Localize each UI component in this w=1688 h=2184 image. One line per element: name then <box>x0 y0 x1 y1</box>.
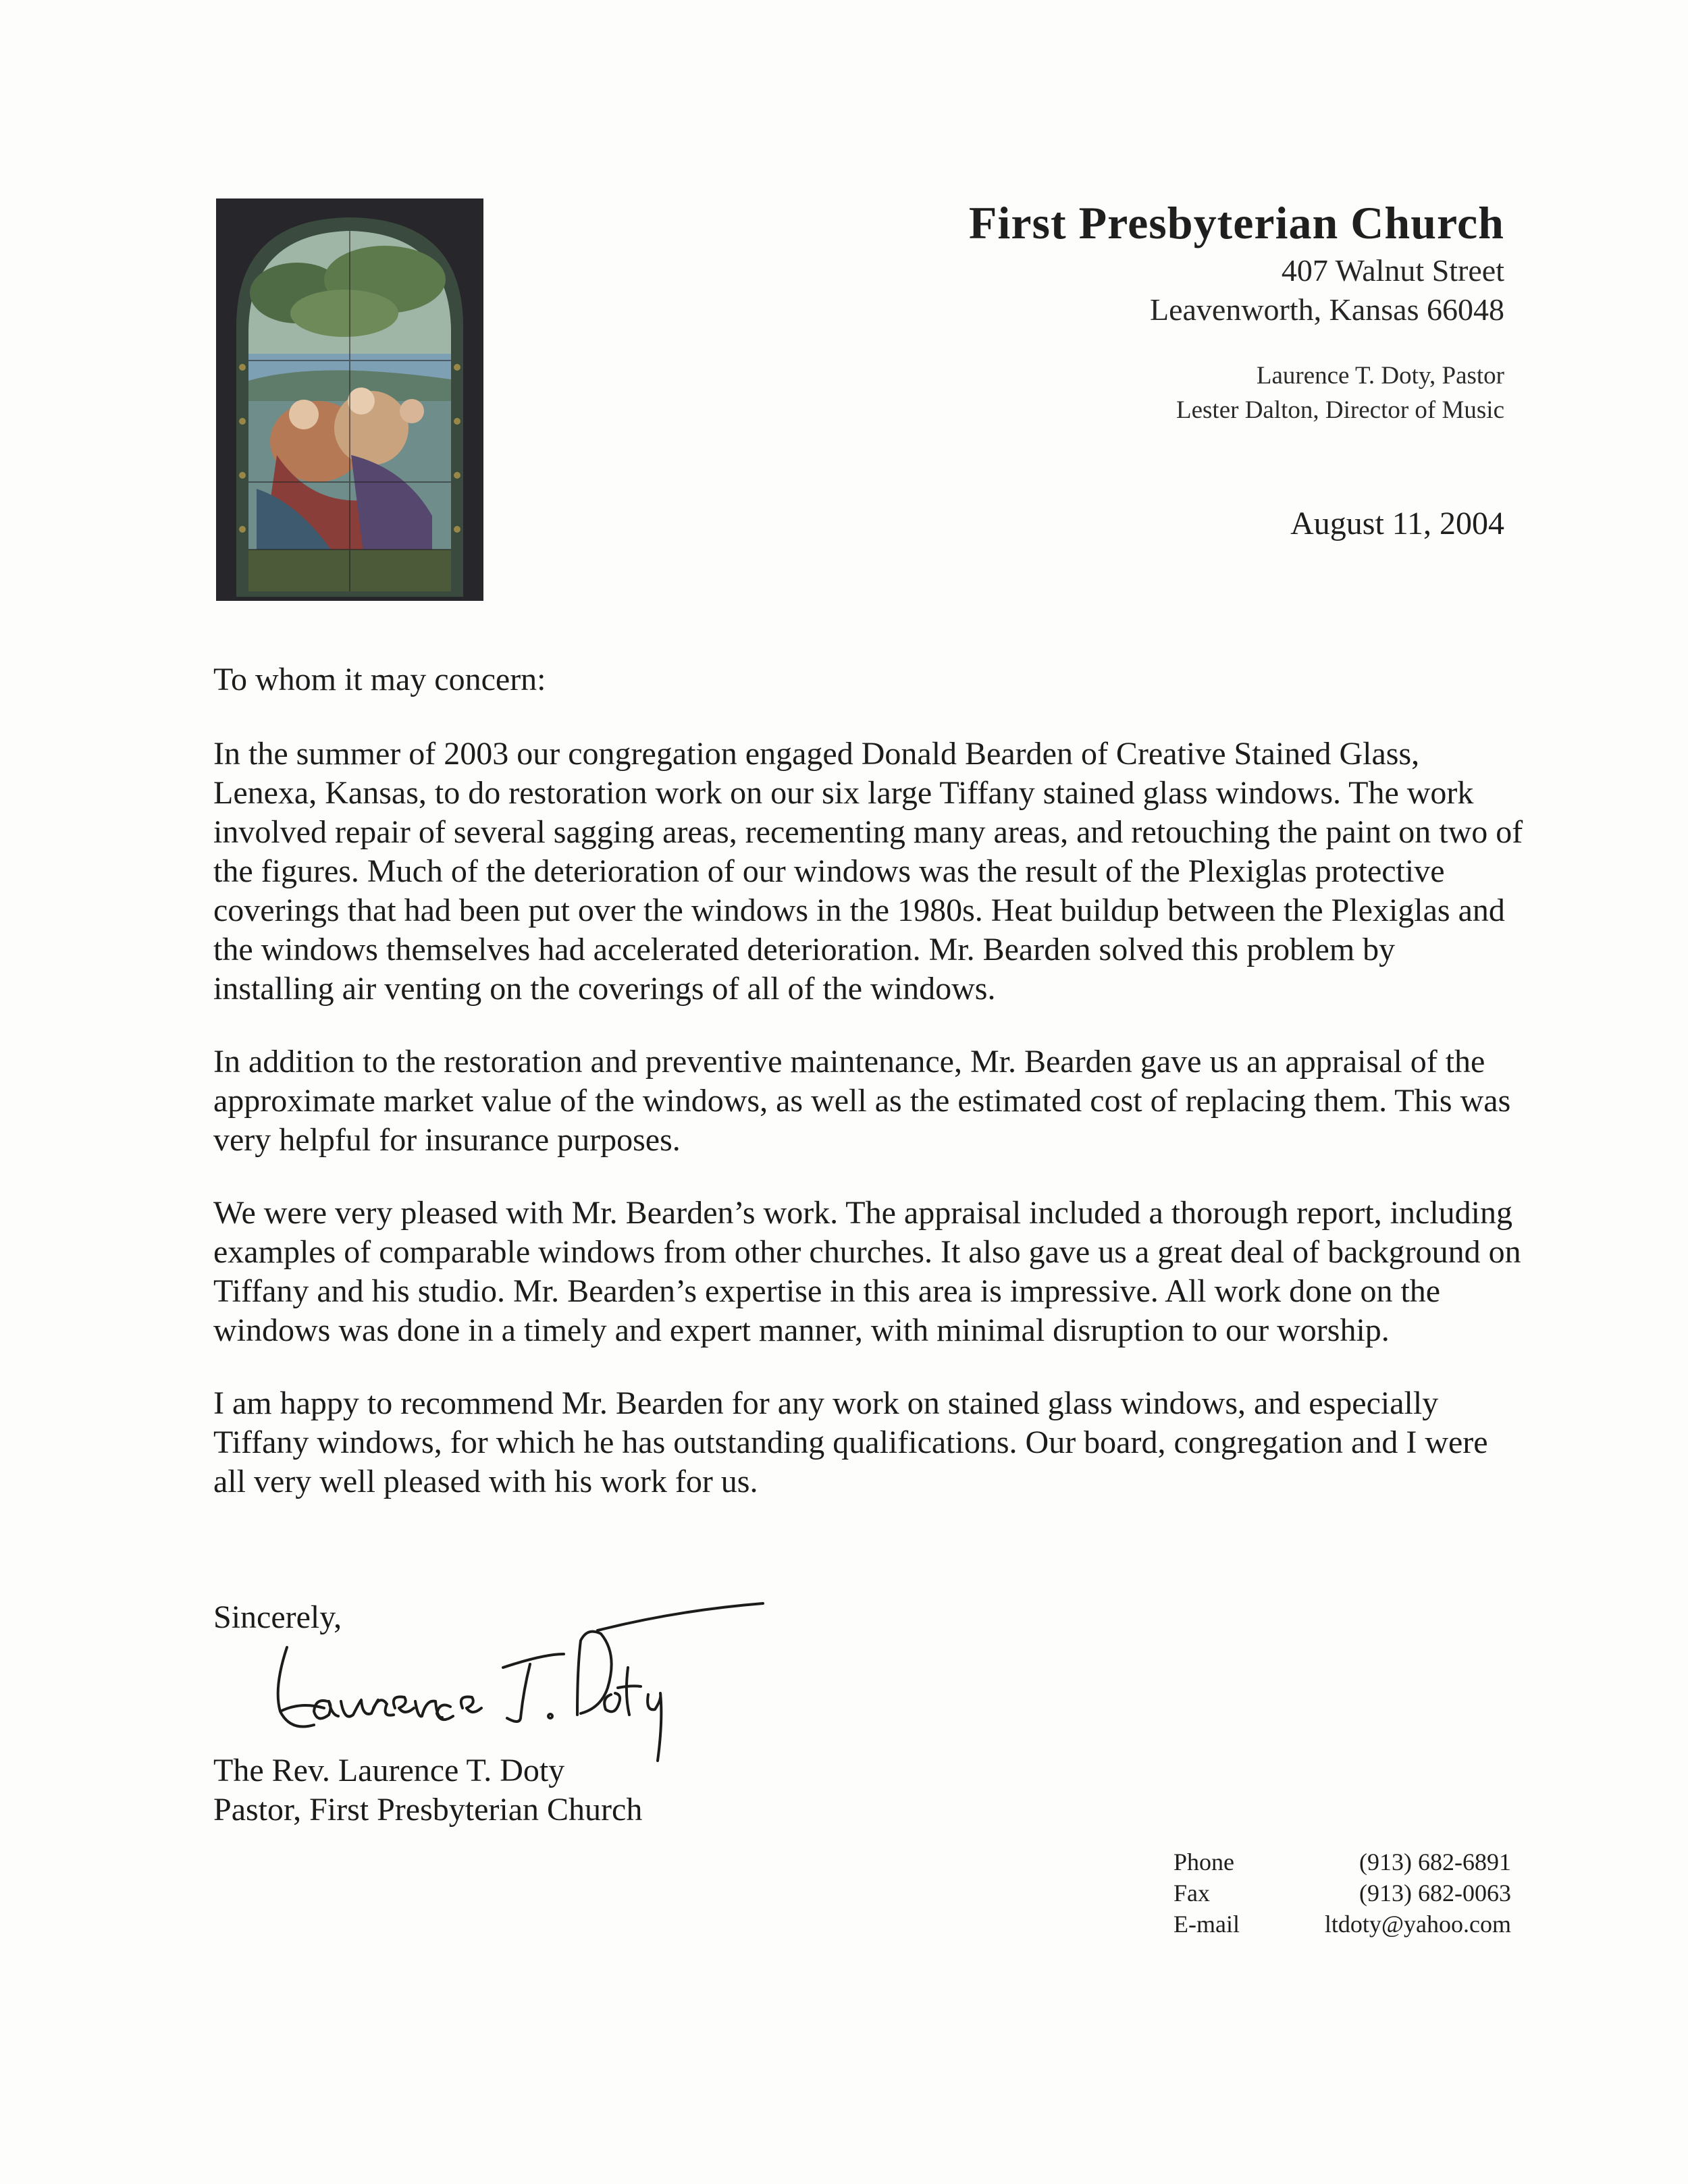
letterhead <box>762 196 1504 427</box>
church-name: First Presbyterian Church <box>968 197 1504 248</box>
contact-row-fax <box>1173 1877 1511 1909</box>
stained-glass-window-image <box>216 198 483 601</box>
contact-label: Phone <box>1173 1848 1234 1875</box>
contact-value: (913) 682-0063 <box>1359 1880 1511 1907</box>
signer-block <box>213 1751 642 1830</box>
contact-value: ltdoty@yahoo.com <box>1324 1911 1511 1938</box>
music-director-line: Lester Dalton, Director of Music <box>1176 396 1504 425</box>
paragraph: We were very pleased with Mr. Bearden’s work. The appraisal included a thorough report, including examples of comparable windows from other churches. It also gave us a great deal of background on Tiffany and his studio. Mr. Bearden’s expertise in this area is impressive. All work done on the windows was done in a timely and expert manner, with minimal disruption to our worship. <box>213 1195 1521 1348</box>
contact-info <box>1173 1846 1511 1940</box>
paragraph: In the summer of 2003 our congregation engaged Donald Bearden of Creative Stained Glass, Lenexa, Kansas, to do restoration work on our six large Tiffany stained glass windows. The work involved repair of several sagging areas, recementing many areas, and retouching the paint on two of the figures. Much of the deterioration of our windows was the result of the Plexiglas protective coverings that had been put over the windows in the 1980s. Heat buildup between the Plexiglas and the windows themselves had accelerated deterioration. Mr. Bearden solved this problem by installing air venting on the coverings of all of the windows. <box>213 736 1523 1007</box>
contact-row-phone <box>1173 1846 1511 1877</box>
contact-label: Fax <box>1173 1880 1210 1907</box>
paragraph: In addition to the restoration and preventive maintenance, Mr. Bearden gave us an appraisal of the approximate market value of the windows, as well as the estimated cost of replacing them. This was very helpful for insurance purposes. <box>213 1044 1511 1158</box>
contact-value: (913) 682-6891 <box>1359 1848 1511 1875</box>
salutation: To whom it may concern: <box>213 662 546 697</box>
contact-label: E-mail <box>1173 1911 1240 1938</box>
letter-body <box>213 660 1523 1535</box>
handwritten-signature <box>260 1600 766 1776</box>
contact-row-email <box>1173 1909 1511 1940</box>
signer-name: The Rev. Laurence T. Doty <box>213 1753 565 1788</box>
city-state-zip: Leavenworth, Kansas 66048 <box>1149 292 1504 327</box>
paragraph: I am happy to recommend Mr. Bearden for any work on stained glass windows, and especially Tiffany windows, for which he has outstanding qualifications. Our board, congregation and I were all very well pleased with his work for us. <box>213 1385 1488 1499</box>
pastor-line: Laurence T. Doty, Pastor <box>1256 362 1504 390</box>
closing: Sincerely, <box>213 1599 342 1635</box>
letter-date: August 11, 2004 <box>1290 506 1504 541</box>
street-address: 407 Walnut Street <box>1281 252 1504 288</box>
signer-title: Pastor, First Presbyterian Church <box>213 1792 643 1828</box>
